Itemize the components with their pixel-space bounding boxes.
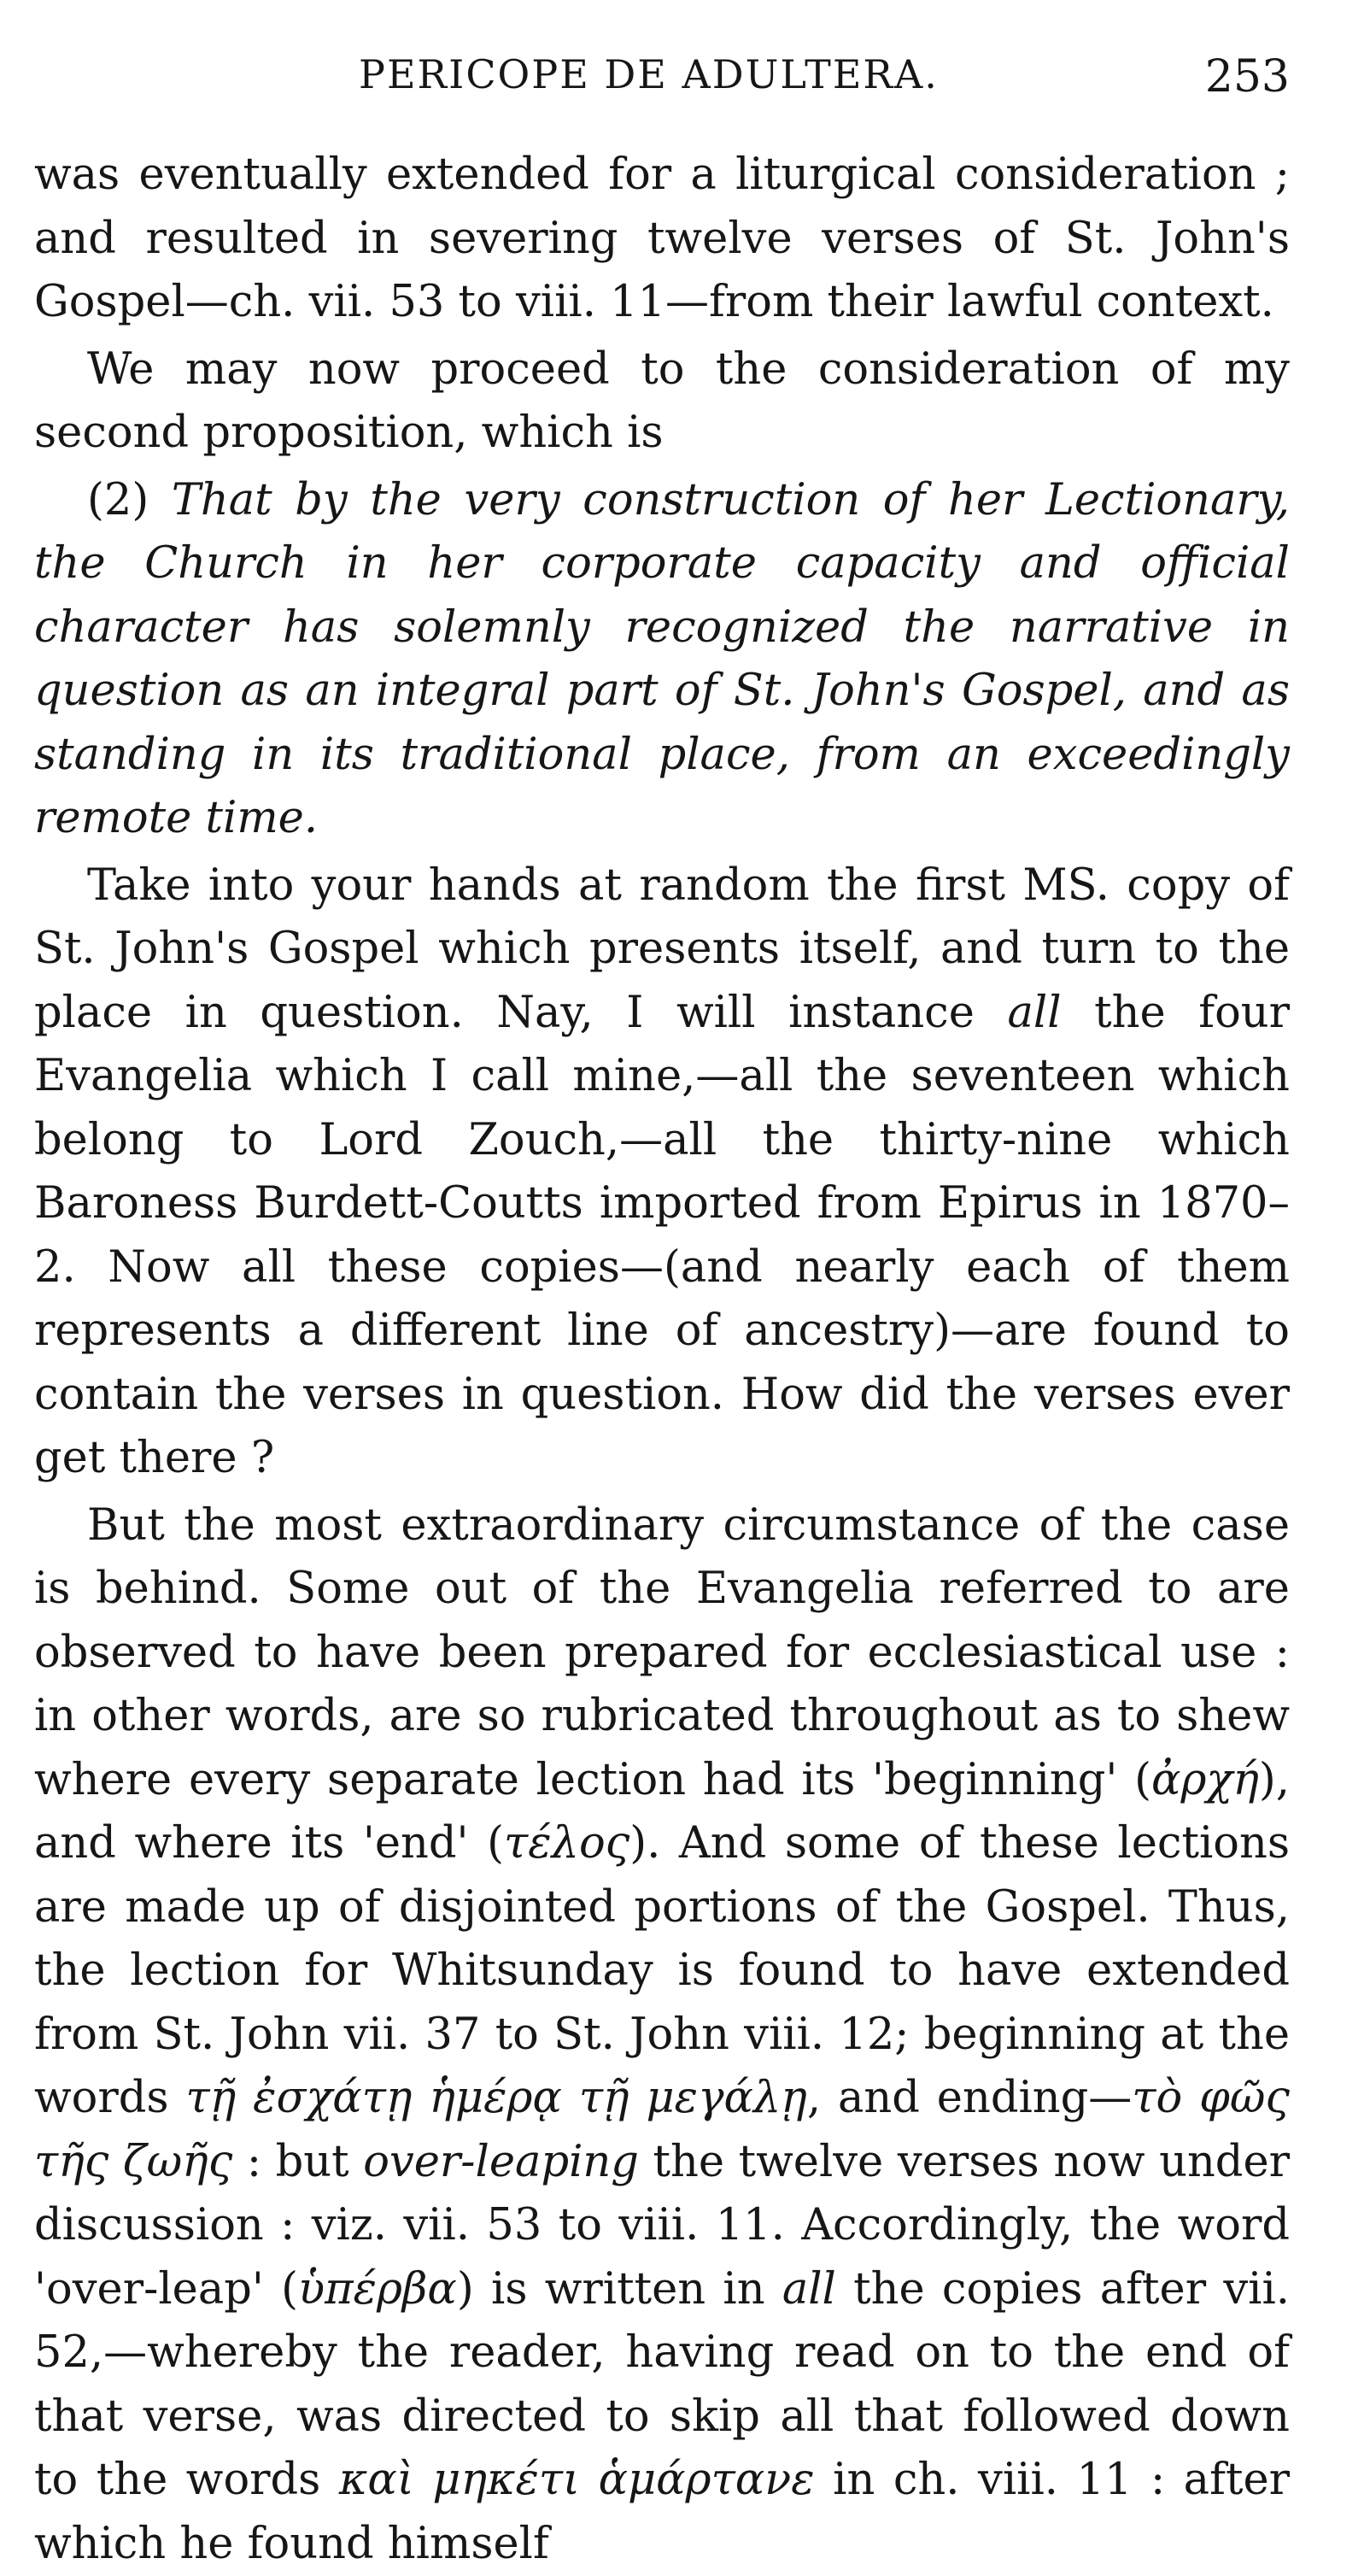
greek-text: ἀρχή (1151, 1755, 1259, 1805)
paragraph-text: was eventually extended for a liturgical consideration ; and resulted in severing twelve verses of St. John's Gospel—ch. vii. 53 to viii. 11—from their lawful context. (34, 150, 1290, 327)
running-title: PERICOPE DE ADULTERA. (359, 51, 939, 97)
paragraph-text: the twelve verses now under discussion : viz. vii. 53 to viii. 11. Accordingly, the word 'over-leap' ( (34, 2137, 1290, 2315)
paragraph-transition (34, 338, 1290, 466)
paragraph-text: But the most extraordinary circumstance of the case is behind. Some out of the Evangelia referred to are observed to have been prepared for ecclesiastical use : in other words, are so rubricated throughout as to shew where every separate lection had its 'beginning' ( (34, 1500, 1290, 1805)
paragraph-text: , and ending— (807, 2073, 1132, 2123)
paragraph-text: ). And some of these lections are made up of disjointed portions of the Gospel. Thus, the lection for Whitsunday is found to have extended from St. John vii. 37 to St. John viii. 12; beginning at the words (34, 1818, 1290, 2123)
proposition-number: (2) (87, 475, 149, 525)
paragraph-text: the four Evangelia which I call mine,—all the seventeen which belong to Lord Zouch,—all the thirty-nine which Baroness Burdett-Coutts imported from Epirus in 1870–2. Now all these copies—(and nearly each of them represents a different line of ancestry)—are found to contain the verses in question. How did the verses ever get there ? (34, 988, 1290, 1484)
paragraph-continuation (34, 144, 1290, 335)
paragraph-manuscripts (34, 854, 1290, 1491)
page-number: 253 (1205, 51, 1290, 103)
paragraph-text: the copies after vii. 52,—whereby the reader, having read on to the end of that verse, was directed to skip all that followed down to the words (34, 2264, 1290, 2506)
paragraph-text: in ch. viii. 11 : after which he found himself (34, 2455, 1290, 2569)
greek-text: τὸ φῶς τῆς ζωῆς (34, 2073, 1290, 2187)
paragraph-text: We may now proceed to the consideration of my second proposition, which is (34, 344, 1290, 459)
paragraph-text: ) is written in (457, 2264, 782, 2315)
paragraph-text: : but (232, 2137, 363, 2187)
paragraph-text: Take into your hands at random the first MS. copy of St. John's Gospel which presents itself, and turn to the place in question. Nay, I will instance (34, 860, 1290, 1038)
page-header (34, 51, 1290, 120)
greek-text: τέλος (504, 1818, 629, 1869)
paragraph-proposition (34, 469, 1290, 851)
paragraph-text: ), and where its 'end' ( (34, 1755, 1290, 1869)
book-page (34, 51, 1290, 2576)
greek-text: καὶ μηκέτι ἁμάρτανε (339, 2455, 815, 2505)
emphasis-text: all (1008, 988, 1062, 1038)
emphasis-text: all (782, 2264, 836, 2315)
greek-text: ὑπέρβα (298, 2264, 457, 2315)
emphasis-text: over-leaping (363, 2137, 639, 2187)
greek-text: τῇ ἐσχάτῃ ἡμέρᾳ τῇ μεγάλῃ (185, 2073, 806, 2123)
proposition-text: That by the very construction of her Lectionary, the Church in her corporate capacity and official character has solemnly recognized the narrative in question as an integral part of St. John's Gospel, and as standing in its traditional place, from an exceedingly remote time. (34, 475, 1290, 844)
paragraph-lections (34, 1494, 1290, 2576)
